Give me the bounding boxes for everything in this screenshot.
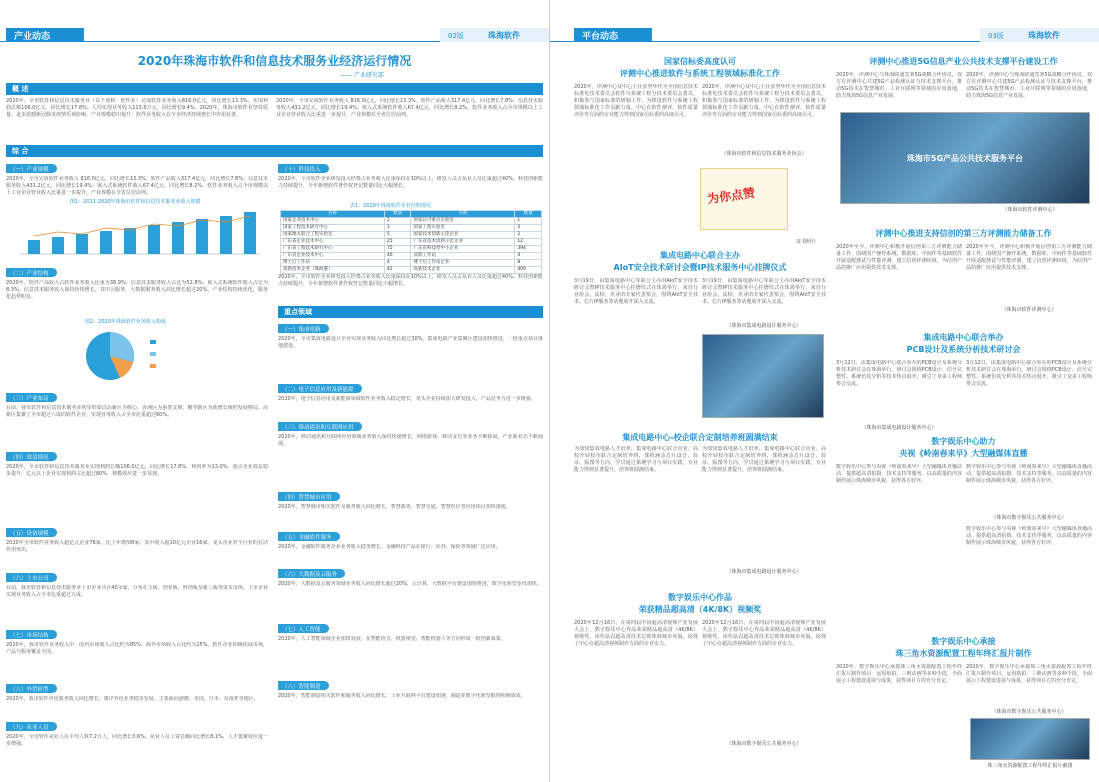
overview-text-right: 2020年，全市完成软件业务收入 816.0亿元，同比增长13.3%。软件产品收入317.4亿元，同比增长7.8%；信息技术服务收入431.2亿元，同比增长19.4%；嵌入式系统软件收入67.4亿元，同比增长8.2%。软件业务收入占全市规模以上工业企业营业收入比重进一步提升，产业规模在全省位居前列。 [276, 98, 543, 118]
table-cell: 4 [515, 253, 542, 260]
table-row [281, 260, 542, 267]
chart-bar [28, 240, 40, 254]
sub-heading-bigdata: （六）大数据及云服务 [278, 569, 345, 578]
article3-text-col1: 为加快集成电路人才培养，集成电路中心联合企业、高校开展校企联合定制培养班，课程涵盖芯片设计、验证、版图等方向，学员通过系统学习与项目实践，专业能力得到显著提升，培养班圆满结束。 [574, 446, 698, 473]
table-row [281, 253, 542, 260]
revenue-bar-chart [10, 206, 265, 262]
mobile-text: 2020年，移动通讯和互联网应用领域业务收入保持快速增长，网络游戏、移动支付等业务不断拓展，产业新业态不断涌现。 [278, 434, 543, 447]
ic-text: 2020年，全市集成电路设计企业实现业务收入同比增长超过30%，集成电路产业集聚区建设加快推进，一批重点项目落地建设。 [278, 336, 543, 349]
article3-source: （珠海市集成电路设计服务中心） [726, 569, 802, 575]
right-article2-source: （珠海市软件评测中心） [1001, 307, 1057, 313]
article4-title-line2: 荣获精品超高清（4K/8K）视频奖 [638, 605, 762, 614]
right-article3-text-col2: 3月12日，由集成电路中心联合举办的PCB设计及系统分析技术研讨会在珠海举行。研讨会围绕PCB设计、信号完整性、系统仿真分析等技术热点展开，吸引了众多工程师参会交流。 [966, 360, 1092, 387]
chart-bar [172, 222, 184, 254]
sub-heading-listed: （六）上市公司 [6, 573, 57, 582]
5g-platform-photo [840, 112, 1090, 204]
right-article2-title: 评测中心推进支持信创的第三方评测能力储备工作 [875, 229, 1052, 238]
bigdata-text: 2020年，大数据及云服务领域业务收入同比增长超过20%，云计算、大数据平台建设加快推进，数字化转型步伐加快。 [278, 581, 542, 587]
table-cell: 国家认可重点实验室 [411, 218, 515, 225]
page-number: 02版 [448, 32, 464, 40]
table-cell: 博士后工作站企业 [411, 260, 515, 267]
revenue-pie-chart [60, 326, 210, 386]
left-page [0, 0, 549, 782]
ai-text: 2020年，人工智能领域企业加快发展，在智能语音、机器视觉、智能机器人等方向形成一批创新成果。 [278, 636, 506, 642]
chart-bar [52, 237, 64, 254]
staff-text: 2020年，全市软件从业人员平均人数7.2万人，同比增长3.6%。从业人员工资总额同比增长8.1%，人才集聚效应进一步增强。 [6, 734, 268, 747]
article1-title-line1: 国家信标委高度认可 [664, 57, 736, 66]
table-cell: 5 [384, 232, 411, 239]
table-row [281, 225, 542, 232]
section-tag: 产业动态 [6, 28, 84, 42]
article2-source: （珠海市集成电路设计服务中心） [726, 323, 802, 329]
sub-heading-ic: （一）集成电路 [278, 324, 329, 333]
table-cell: 高新技术企业（珠海港） [281, 267, 385, 274]
article4-title-line1: 数字娱乐中心作品 [668, 593, 732, 602]
table-cell: 4 [384, 260, 411, 267]
sub-heading-electronics: （二）电子信息应用及新能源 [278, 384, 362, 393]
table-header-cell: 名称 [411, 211, 515, 218]
right-article2-text-col2: 2020年至今，评测中心积极开展信创第三方评测能力储备工作，围绕国产操作系统、数据库、中间件等基础软件开展适配测试与性能评测，建立信创评测环境，为信创产品的推广应用提供技术支撑。 [966, 244, 1092, 271]
right-article4-title-line1: 数字娱乐中心助力 [931, 437, 996, 446]
table-cell: 42 [384, 267, 411, 274]
sub-heading-scale: （一）产业规模 [6, 164, 57, 173]
table-cell: 国家地方联合工程实验室 [281, 232, 385, 239]
table-cell: 3 [515, 225, 542, 232]
right-article4-source: （珠海市数字娱乐公共服务中心） [991, 515, 1067, 521]
award-certificate-image [700, 168, 788, 230]
right-page [550, 0, 1099, 782]
right-article2-text-col1: 2020年至今，评测中心积极开展信创第三方评测能力储备工作，围绕国产操作系统、数据库、中间件等基础软件开展适配测试与性能评测，建立信创评测环境，为信创产品的推广应用提供技术支撑。 [836, 244, 962, 271]
water-project-photo [970, 718, 1090, 760]
page-number: 03版 [988, 32, 1004, 40]
article2-photo [702, 334, 824, 418]
table-row [281, 267, 542, 274]
table-row [281, 239, 542, 246]
right-article4-text-col2: 数字娱乐中心参与央视《岭南春来早》大型融媒体直播活动，提供超高清拍摄、技术支持等服务，以高质量的内容制作展示珠海城市风貌，获得各方好评。 [966, 464, 1092, 484]
sub-heading-benefit: （四）效益情况 [6, 452, 57, 461]
section-tag: 平台动态 [574, 28, 652, 42]
article1-title-line2: 评测中心推进软件与系统工程领域标准化工作 [620, 69, 780, 78]
scale-text: 2020年，全市完成软件业务收入 816.0亿元，同比增长13.3%。软件产品收入317.4亿元，同比增长7.8%；信息技术服务收入431.2亿元，同比增长19.4%；嵌入式系统软件收入67.4亿元，同比增长8.2%。软件业务收入占全市规模以上工业企业营业收入比重进一步提升，产业规模在全省位居前列。 [6, 176, 268, 196]
table-cell: 2 [515, 232, 542, 239]
table-cell: 国家企业技术中心 [281, 218, 385, 225]
article2-title-line1: 集成电路中心联合主办 [660, 251, 740, 260]
table-header-cell: 数量 [384, 211, 411, 218]
chart-bar [244, 212, 256, 254]
article-title: 2020年珠海市软件和信息技术服务业经济运行情况 [137, 54, 412, 68]
right-article5-source: （珠海市数字娱乐公共服务中心） [991, 709, 1067, 715]
sub-heading-staff: （九）从业人员 [6, 722, 57, 731]
table-cell: 广东省科技型中小企业 [411, 246, 515, 253]
right-article1-text-col1: 2020年，评测中心与珠海联通签署5G战略合作协议，双方在评测中心共建5G产品检测认证与技术支撑平台，推动5G技术在智慧城市、工业互联网等领域的应用落地，助力珠海5G信息产业发展。 [836, 72, 962, 99]
listed-text: 目前，我市软件和信息技术服务业上市企业共计40余家，分布在主板、创业板、科创板及新三板等资本市场，上市企业实现业务收入占全市比重超过五成。 [6, 585, 268, 598]
table-cell: 广东省企业技术中心 [281, 239, 385, 246]
table-cell: 国家技术创新示范企业 [411, 232, 515, 239]
right-article4-text-col3: 数字娱乐中心参与央视《岭南春来早》大型融媒体直播活动，提供超高清拍摄、技术支持等服务，以高质量的内容制作展示珠海城市风貌，获得各方好评。 [966, 526, 1092, 546]
table-cell: 8 [515, 260, 542, 267]
overview-text-left: 2020年，全市软件和信息技术服务业（以下简称：软件业）完成软件业务收入816.0亿元，同比增长13.3%。实现利润总额106.0亿元，同比增长17.8%；人均实现业务收入113.6万元，同比增长9.4%。2020年，珠海市软件业坚持质量、退步震撼新冠肺炎疫情乐观影响，产业规模稳中提升；软件业务收入在全市经济持续增长中作用显著。 [6, 98, 268, 118]
brand-name: 珠海软件 [488, 31, 520, 40]
equipment-text: 2020年全市软件业务收入超亿元企业76家，比上年增加8家；其中收入超10亿元企业16家。龙头企业对全行业的拉动作用突出。 [6, 540, 268, 553]
layout-text: 目前，我市软件和信息技术服务业初步形成以高新区为核心、香洲区为重要支撑、横琴新区为新增长极的发展格局。高新区集聚了全市超过六成的软件企业，实现业务收入占全市比重超过60%。 [6, 405, 268, 418]
article2-title-line2: AIoT安全技术研讨会暨IP技术服务中心挂牌仪式 [613, 263, 787, 272]
enterprise-table [280, 210, 542, 274]
chart-bar [124, 228, 136, 254]
article2-text-col2: 3月19日，由集成电路中心等联合主办的AIoT安全技术研讨会暨IP技术服务中心挂牌仪式在珠海举行。来自行业协会、高校、企业的专家代表参会，围绕AIoT安全技术、芯片IP服务等话题展开深入交流。 [702, 278, 826, 305]
table-cell: 双软工作站 [411, 253, 515, 260]
smart-city-text: 2020年，智慧城市相关软件及服务收入同比增长，智慧政务、智慧交通、智慧医疗等应用项目加快落地。 [278, 504, 511, 510]
water-project-caption: 珠三角水资源配置工程年终汇报片截图 [987, 763, 1073, 769]
right-article1-text-col2: 2020年，评测中心与珠海联通签署5G战略合作协议，双方在评测中心共建5G产品检测认证与技术支撑平台，推动5G技术在智慧城市、工业互联网等领域的应用落地，助力珠海5G信息产业发展。 [966, 72, 1092, 99]
table-title: 表1：2020年珠海软件企业结构情况 [350, 203, 431, 209]
article3-title: 集成电路中心-校企联合定制培养班圆满结束 [622, 433, 778, 442]
sub-heading-smart-city: （四）智慧城市应用 [278, 492, 340, 501]
table-cell: 广东省技术创新示范企业 [411, 239, 515, 246]
table-cell: 46 [384, 253, 411, 260]
table-cell: 高新技术企业 [411, 267, 515, 274]
electronics-text: 2020年，电子信息应用及新能源领域软件业务收入稳定增长，龙头企业持续加大研发投入，产品竞争力进一步增强。 [278, 396, 536, 402]
table-cell: 409 [515, 267, 542, 274]
sub-heading-equipment: （五）设备规模 [6, 528, 57, 537]
right-article4-title-line2: 央视《岭南春来早》大型融媒体直播 [899, 449, 1028, 458]
article3-text-col2: 为加快集成电路人才培养，集成电路中心联合企业、高校开展校企联合定制培养班，课程涵盖芯片设计、验证、版图等方向，学员通过系统学习与项目实践，专业能力得到显著提升，培养班圆满结束。 [702, 446, 826, 473]
table-cell: 广东省工程技术研究中心 [281, 246, 385, 253]
table-cell: 1 [384, 225, 411, 232]
sub-heading-layout: （三）产业布局 [6, 393, 57, 402]
right-article4-text-col1: 数字娱乐中心参与央视《岭南春来早》大型融媒体直播活动，提供超高清拍摄、技术支持等服务，以高质量的内容制作展示珠海城市风貌，获得各方好评。 [836, 464, 962, 484]
market-text: 2020年，我市软件业务收入中，国内市场收入占比约为85%；海外市场收入占比约为15%。软件企业积极拓展市场，产品与服务覆盖全国。 [6, 642, 268, 655]
rd-text: 2020年，全市软件企业研发投入经费占业务收入比重保持在10%以上，研发人员占从业人员比重超过40%。科技创新能力持续提升，全年新增软件著作权登记数量同比大幅增长。 [278, 176, 543, 189]
table-header-cell: 名称 [281, 211, 385, 218]
right-article3-title-line2: PCB设计及系统分析技术研讨会 [906, 345, 1021, 354]
5g-platform-sign: 珠海市5G产品公共技术服务平台 [906, 153, 1024, 163]
right-header [550, 28, 1099, 42]
right-article3-title-line1: 集成电路中心联合举办 [923, 333, 1004, 342]
table-header-cell: 数量 [515, 211, 542, 218]
table-cell: 25 [384, 239, 411, 246]
structure-text: 2020年，软件产品收入占软件业务收入比重为38.9%；信息技术服务收入占比为52.8%；嵌入式系统软件收入占比为8.3%。信息技术服务收入保持较快增长，其中云服务、大数据服务收入同比增长超过20%，产业结构持续优化，服务化趋势明显。 [6, 280, 268, 300]
article1-text-col2: 2020年，评测中心及中心主任张望华作为全国信息技术标准化技术委员会软件与系统工程分技术委员会委员，积极参与国家标准的研制工作，为推进软件与系统工程领域标准化工作贡献力量。中心在软件测评、软件质量评价等方面的专业能力得到国家信标委的高度认可。 [702, 84, 826, 118]
table-cell: 12 [515, 239, 542, 246]
chart1-title: 图1：2011-2020年珠海市软件和信息技术服务业收入规模 [70, 199, 201, 205]
table-cell: 75 [384, 246, 411, 253]
chart-bar [196, 219, 208, 254]
right-article5-text-col2: 2020年，数字娱乐中心承接珠三角水资源配置工程年终汇报片制作项目，运用航拍、三维动画等多种手段，全面展示工程建设进展与成果，获得项目方的充分肯定。 [966, 664, 1092, 684]
sub-heading-mobile: （三）移动通讯和互联网应用 [278, 422, 362, 431]
left-header [0, 28, 549, 42]
article1-text-col1: 2020年，评测中心及中心主任张望华作为全国信息技术标准化技术委员会软件与系统工程分技术委员会委员，积极参与国家标准的研制工作，为推进软件与系统工程领域标准化工作贡献力量。中心在软件测评、软件质量评价等方面的专业能力得到国家信标委的高度认可。 [574, 84, 698, 118]
right-article3-source: （珠海市集成电路设计服务中心） [861, 425, 937, 431]
key-field-heading: 重点领域 [278, 306, 543, 318]
table-cell: 广东省企业技术中心 [281, 253, 385, 260]
table-cell: 国家工程技术研究中心 [281, 225, 385, 232]
rd-text-2: 2020年，全市软件企业研发投入经费占业务收入比重保持在10%以上，研发人员占从业人员比重超过40%。科技创新能力持续提升，全年新增软件著作权登记数量同比大幅增长。 [278, 274, 543, 287]
chart-bar [76, 234, 88, 254]
synthesis-heading: 综 合 [6, 145, 543, 157]
article4-source: （珠海市数字娱乐公共服务中心） [726, 741, 802, 747]
article4-text-col2: 2020年12月16日，在第四届中国超高清视频产业发展大会上，数字娱乐中心作品荣获精品超高清（4K/8K）视频奖。该作品以超高清技术呈现珠海城市风貌，展现了中心在超高清视频制作方面的专业实力。 [702, 620, 826, 647]
right-article1-source: （珠海市软件评测中心） [1002, 207, 1058, 213]
chart-bar [148, 225, 160, 254]
trade-text: 2020年，我市软件外包服务收入同比增长，离岸外包业务稳步发展，主要面向港澳、美国、日本、东南亚等地区。 [6, 696, 259, 702]
article1-source: （珠海市软件和信息技术服务业协会） [721, 151, 807, 157]
sub-heading-trade: （八）外贸转型 [6, 684, 57, 693]
article1-image-caption: 证书照片 [795, 239, 816, 245]
stamp-text: 为你点赞 [706, 185, 756, 207]
right-article5-title-line1: 数字娱乐中心承接 [931, 637, 996, 646]
table-row [281, 246, 542, 253]
table-cell: 1 [515, 218, 542, 225]
benefit-text: 2020年，全市软件和信息技术服务业实现利润总额106.0亿元，同比增长17.8%，利润率为13.0%。重点企业效益稳步提升，亿元以上企业实现利润占比超过80%，规模效应进一步显现。 [6, 464, 268, 477]
table-cell: 国家工程实验室 [411, 225, 515, 232]
right-article5-text-col1: 2020年，数字娱乐中心承接珠三角水资源配置工程年终汇报片制作项目，运用航拍、三维动画等多种手段，全面展示工程建设进展与成果，获得项目方的充分肯定。 [836, 664, 962, 684]
table-cell: 394 [515, 246, 542, 253]
sub-heading-manufacturing: （八）智能制造 [278, 681, 329, 690]
sub-heading-finance: （五）金融软件服务 [278, 532, 340, 541]
brand-name: 珠海软件 [1028, 31, 1060, 40]
right-article3-text-col1: 3月12日，由集成电路中心联合举办的PCB设计及系统分析技术研讨会在珠海举行。研讨会围绕PCB设计、信号完整性、系统仿真分析等技术热点展开，吸引了众多工程师参会交流。 [836, 360, 962, 387]
finance-text: 2020年，金融软件服务企业业务收入稳步增长，金融科技产品在银行、证券、保险等领域广泛应用。 [278, 544, 501, 550]
article-byline: —— 产业研究部 [340, 72, 384, 79]
right-article1-title: 评测中心推进5G信息产业公共技术支撑平台建设工作 [869, 57, 1058, 66]
article4-text-col1: 2020年12月16日，在第四届中国超高清视频产业发展大会上，数字娱乐中心作品荣获精品超高清（4K/8K）视频奖。该作品以超高清技术呈现珠海城市风貌，展现了中心在超高清视频制作方面的专业实力。 [574, 620, 698, 647]
sub-heading-rd: （十）科技投入 [278, 164, 329, 173]
overview-heading: 概 述 [6, 83, 543, 95]
manufacturing-text: 2020年，智能制造相关软件和服务收入同比增长，工业互联网平台建设加速，制造业数字化转型取得积极成效。 [278, 693, 526, 699]
right-article5-title-line2: 珠三角水资源配置工程年终汇报片制作 [895, 649, 1032, 658]
sub-heading-structure: （二）产业结构 [6, 268, 57, 277]
table-row [281, 232, 542, 239]
table-cell: 2 [384, 218, 411, 225]
article2-text-col1: 3月19日，由集成电路中心等联合主办的AIoT安全技术研讨会暨IP技术服务中心挂牌仪式在珠海举行。来自行业协会、高校、企业的专家代表参会，围绕AIoT安全技术、芯片IP服务等话题展开深入交流。 [574, 278, 698, 305]
sub-heading-market: （七）市场结构 [6, 630, 57, 639]
sub-heading-ai: （七）人工智能 [278, 624, 329, 633]
table-cell: 博士后工作站 [281, 260, 385, 267]
table-row [281, 218, 542, 225]
chart2-title: 图2：2020年珠海软件业务收入构成 [85, 319, 166, 325]
chart-bar [100, 231, 112, 254]
